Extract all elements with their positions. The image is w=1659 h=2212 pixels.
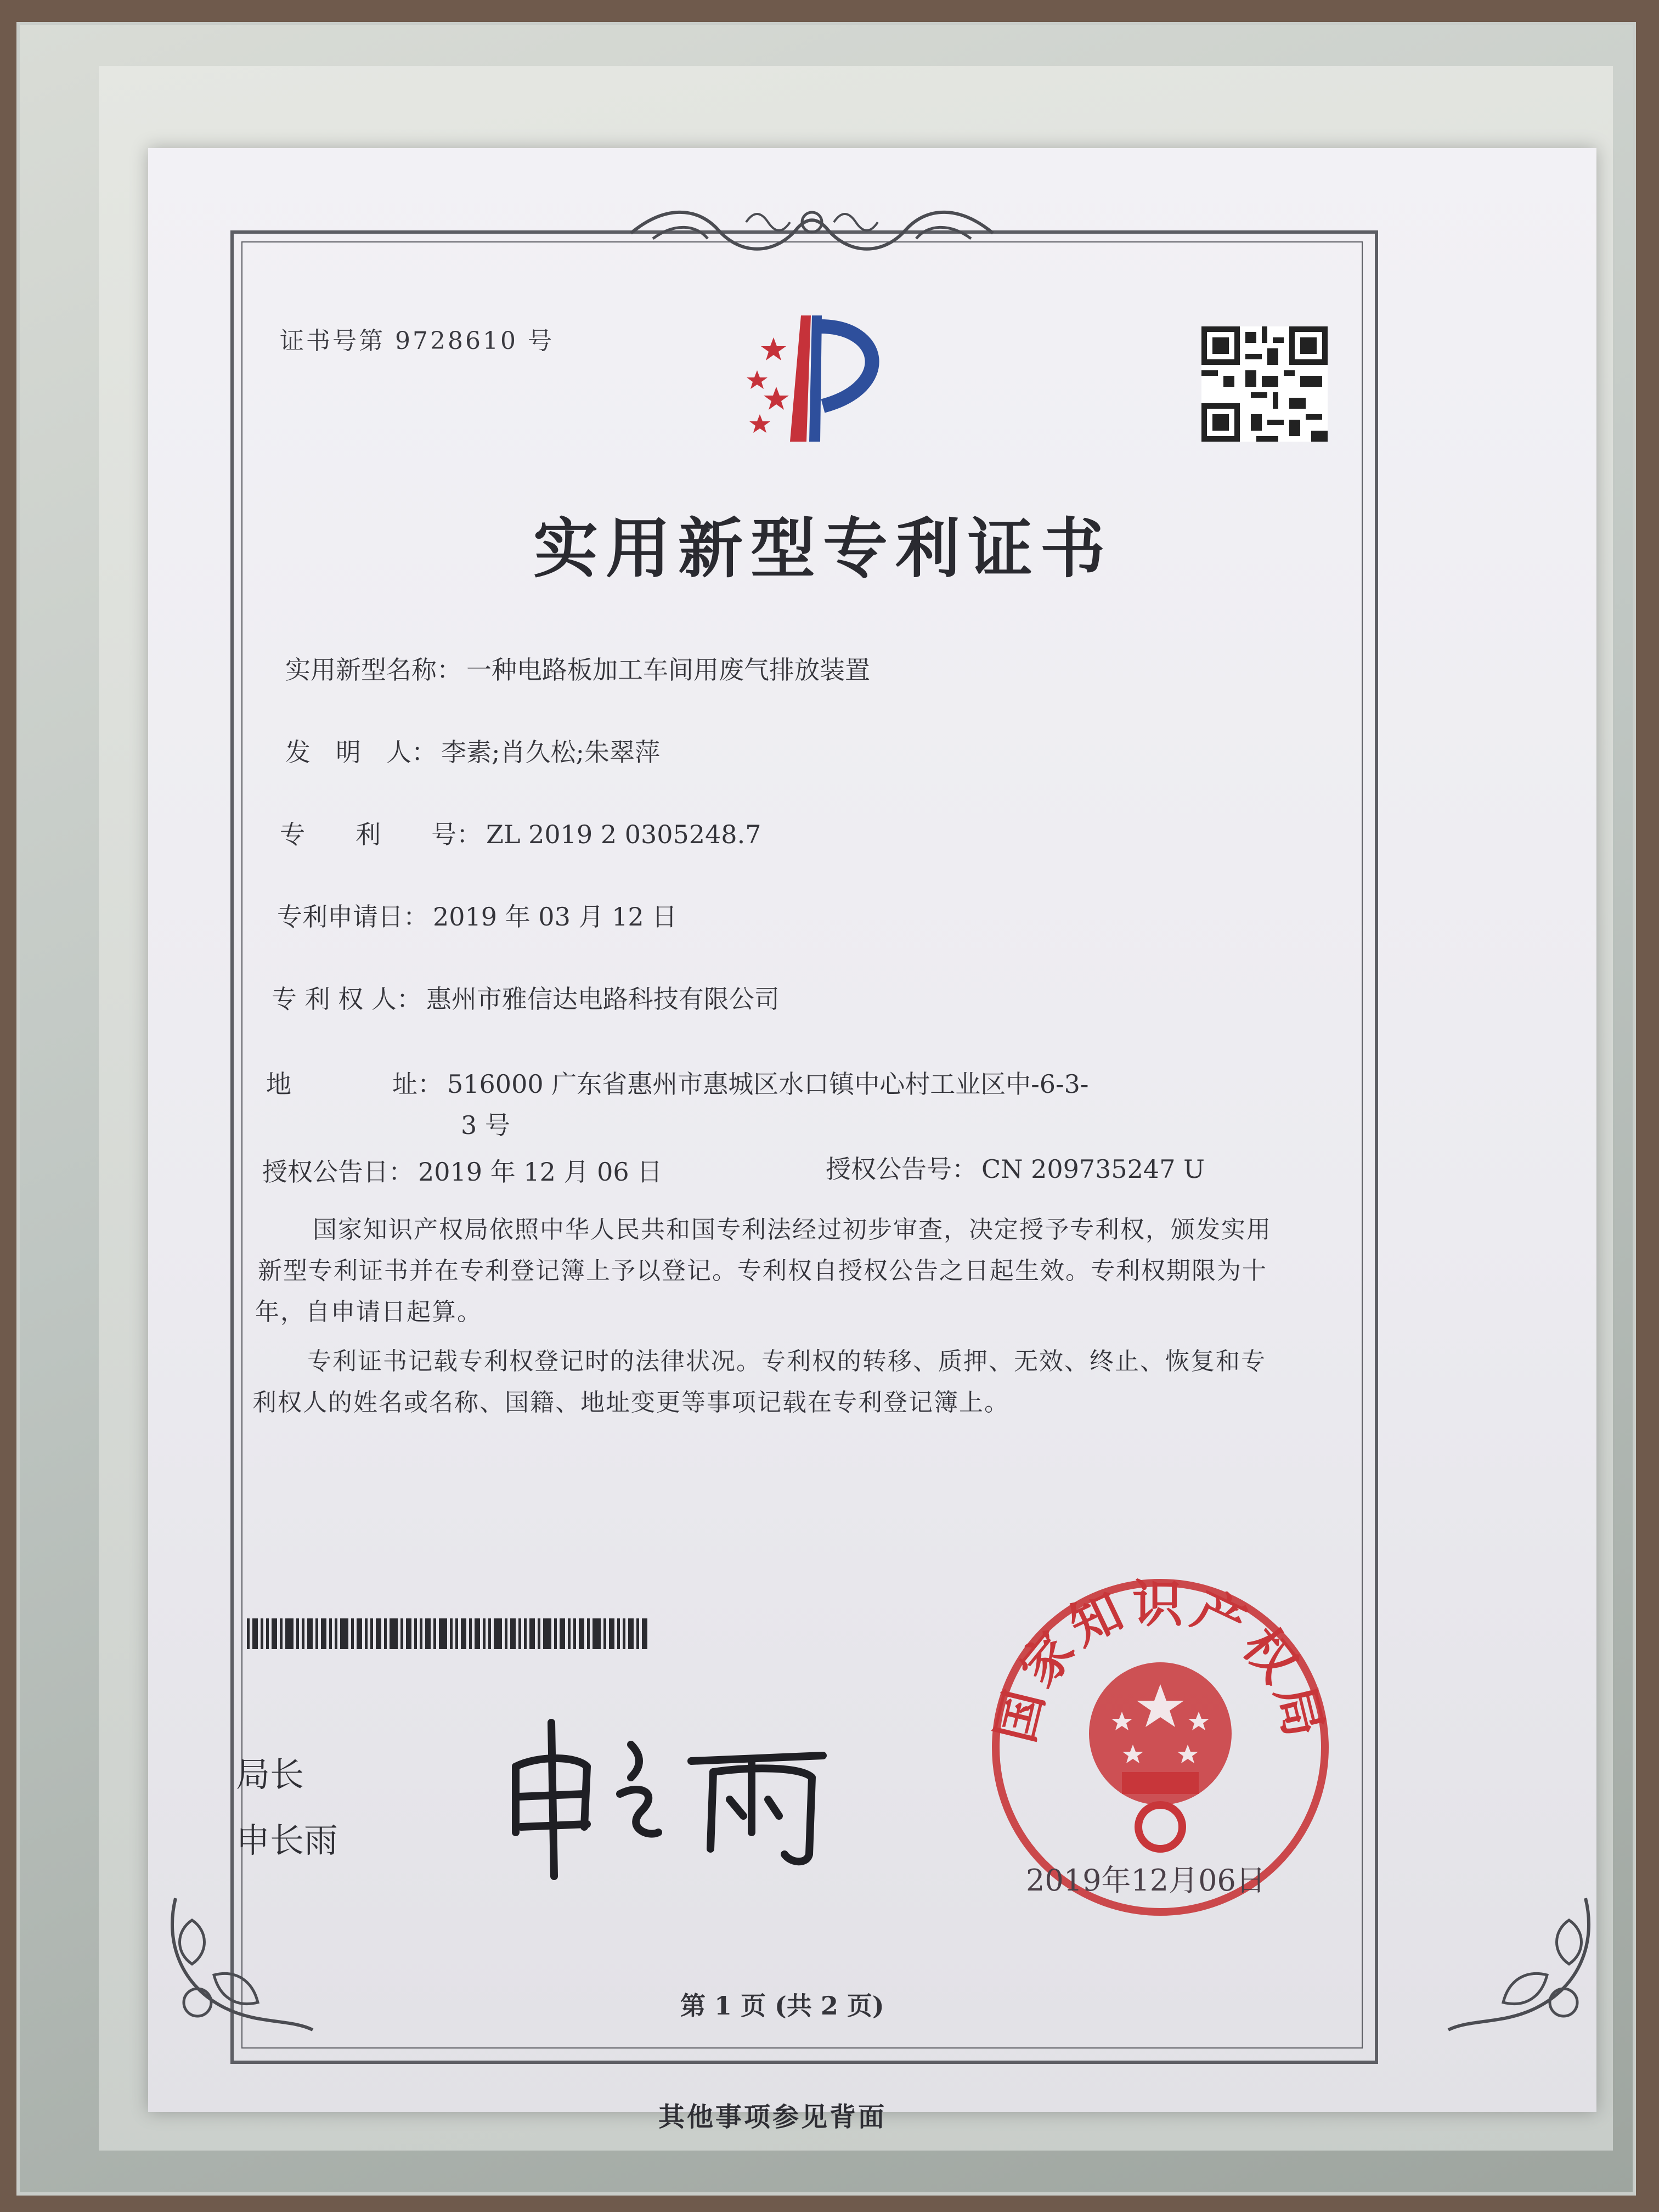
certificate-number-suffix: 号 — [527, 327, 554, 355]
field-label: 专利申请日： — [277, 902, 428, 932]
paragraph-line: 国家知识产权局依照中华人民共和国专利法经过初步审查，决定授予专利权，颁发实用 — [313, 1216, 1272, 1244]
corner-ornament-icon — [159, 1876, 324, 2041]
field-patentee — [272, 979, 780, 1015]
field-value: 516000 广东省惠州市惠城区水口镇中心村工业区中-6-3- — [447, 1069, 1089, 1099]
certificate-title: 实用新型专利证书 — [533, 510, 1113, 586]
signatory-title: 局长 — [236, 1754, 304, 1795]
field-label: 地 址： — [266, 1069, 443, 1099]
field-grant-date — [262, 1152, 662, 1188]
field-utility-model-name — [285, 650, 870, 686]
field-value: 2019 年 03 月 12 日 — [433, 902, 678, 932]
field-label: 实用新型名称： — [285, 655, 462, 685]
paragraph-line: 年，自申请日起算。 — [255, 1298, 482, 1326]
seal-text: 国家知识产权局 — [985, 1575, 1335, 1748]
footer-note: 其他事项参见背面 — [658, 2102, 887, 2132]
field-value: 一种电路板加工车间用废气排放装置 — [466, 655, 870, 685]
field-address-line2: 3 号 — [461, 1110, 510, 1140]
cnipa-logo-icon — [708, 304, 916, 447]
barcode-icon — [247, 1618, 647, 1649]
field-value: 2019 年 12 月 06 日 — [418, 1157, 663, 1187]
paragraph-line: 新型专利证书并在专利登记簿上予以登记。专利权自授权公告之日起生效。专利权期限为十 — [258, 1257, 1267, 1285]
qr-code-icon — [1201, 326, 1328, 442]
field-value: CN 209735247 U — [981, 1154, 1205, 1184]
national-emblem-icon — [1089, 1662, 1232, 1849]
corner-ornament-icon — [1437, 1876, 1602, 2041]
paragraph-line: 专利证书记载专利权登记时的法律状况。专利权的转移、质押、无效、终止、恢复和专 — [307, 1347, 1266, 1375]
field-label: 发 明 人： — [285, 737, 437, 767]
field-grant-number — [826, 1149, 1205, 1186]
field-filing-date — [277, 897, 677, 933]
field-label: 专 利 权 人： — [272, 984, 422, 1014]
field-value: 惠州市雅信达电路科技有限公司 — [426, 984, 780, 1014]
certificate-number — [280, 321, 554, 356]
field-address — [266, 1064, 1088, 1101]
paragraph-line: 利权人的姓名或名称、国籍、地址变更等事项记载在专利登记簿上。 — [252, 1389, 1009, 1417]
field-value: 李素;肖久松;朱翠萍 — [441, 737, 660, 767]
field-label: 专 利 号： — [280, 820, 482, 849]
page-number: 第 1 页 (共 2 页) — [680, 1991, 884, 2021]
field-inventors — [285, 732, 660, 769]
top-ornament-icon — [620, 200, 1004, 261]
field-label: 授权公告日： — [262, 1157, 414, 1187]
handwritten-signature — [494, 1701, 845, 1882]
certificate-number-label: 证书号第 — [280, 327, 385, 355]
seal-date: 2019年12月06日 — [1026, 1863, 1266, 1898]
certificate-number-value: 9728610 — [395, 327, 518, 355]
field-patent-number — [280, 815, 761, 851]
field-label: 授权公告号： — [826, 1154, 977, 1184]
signatory-name: 申长雨 — [236, 1820, 338, 1860]
field-value: ZL 2019 2 0305248.7 — [486, 820, 761, 849]
